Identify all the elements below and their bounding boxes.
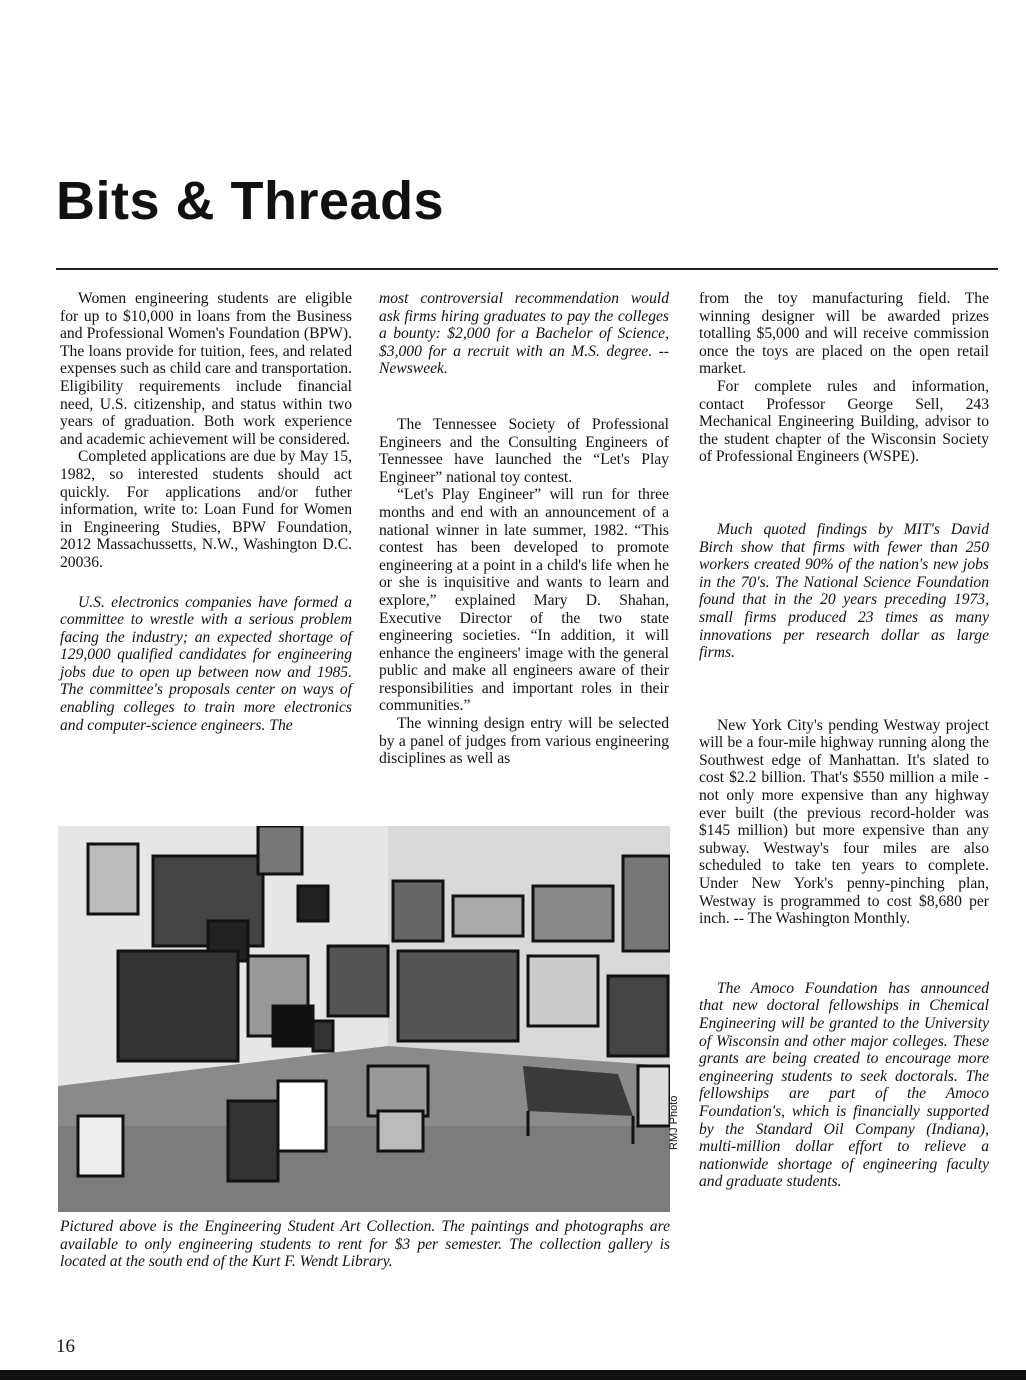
column-2 bbox=[379, 290, 669, 768]
bpw-applications-paragraph: Completed applications are due by May 15, 1982, so interested students should act quickly. For applications and/or futher information, write to: Loan Fund for Women in Engineering Studies, BPW Foundation, 2012 Massachussetts, N.W., Washington D.C. 20036. bbox=[60, 448, 352, 571]
title-rule bbox=[56, 268, 998, 270]
photo-caption: Pictured above is the Engineering Student Art Collection. The paintings and photographs are available to only engineering students to rent for $3 per semester. The collection gallery is located at the south end of the Kurt F. Wendt Library. bbox=[60, 1218, 670, 1271]
bpw-loans-paragraph: Women engineering students are eligible for up to $10,000 in loans from the Business and Professional Women's Foundation (BPW). The loans provide for tuition, fees, and related expenses such as child care and transportation. Eligibility requirements include financial need, U.S. citizenship, and status within two years of graduation. Both work experience and academic achievement will be considered. bbox=[60, 290, 352, 448]
amoco-fellowships-paragraph: The Amoco Foundation has announced that new doctoral fellowships in Chemical Engineering will be granted to the University of Wisconsin and other major colleges. These grants are being created to encourage more engineering students to seek doctorals. The fellowships are part of the Amoco Foundation's, which is financially supported by the Standard Oil Company (Indiana), multi-million dollar effort to relieve a nationwide shortage of engineering faculty and graduate students. bbox=[699, 979, 989, 1191]
bottom-border bbox=[0, 1370, 1026, 1380]
westway-paragraph: New York City's pending Westway project will be a four-mile highway running along the Southwest edge of Manhattan. It's slated to cost $2.2 billion. That's $550 million a mile - not only more expensive than any highway ever built (the previous record-holder was $145 million) but more expensive than any subway. Westway's four miles are also scheduled to take ten years to complete. Under New York's penny-pinching plan, Westway is programmed to cost $8,680 per inch. -- The Washington Monthly. bbox=[699, 716, 989, 928]
page-title: Bits & Threads bbox=[56, 171, 445, 231]
toy-contest-details-paragraph: “Let's Play Engineer” will run for three months and end with an announcement of a national winner in late summer, 1982. “This contest has been developed to promote engineering at a point in a child's life when he or she is inquisitive and wants to learn and explore,” explained Mary D. Shahan, Executive Director of the two state engineering societies. “In addition, it will enhance the engineers' image with the general public and make all engineers aware of their responsibilities and important roles in their communities.” bbox=[379, 486, 669, 715]
toy-contest-contact-paragraph: For complete rules and information, contact Professor George Sell, 243 Mechanical Engineering Building, advisor to the student chapter of the Wisconsin Society of Professional Engineers (WSPE). bbox=[699, 377, 989, 466]
photo-credit: RMJ Photo bbox=[668, 1095, 680, 1150]
newsweek-quote-paragraph: most controversial recommendation would ask firms hiring graduates to pay the colleges a bounty: $2,000 for a Bachelor of Science, $3,000 for a recruit with an M.S. degree. -- Newsweek. bbox=[379, 290, 669, 378]
electronics-shortage-paragraph: U.S. electronics companies have formed a committee to wrestle with a serious problem facing the industry; an expected shortage of 129,000 qualified candidates for engineering jobs due to open up between now and 1985. The committee's proposals center on ways of enabling colleges to train more electronics and computer-science engineers. The bbox=[60, 593, 352, 734]
art-gallery-photo bbox=[58, 826, 670, 1212]
column-1 bbox=[60, 290, 352, 734]
toy-contest-intro-paragraph: The Tennessee Society of Professional Engineers and the Consulting Engineers of Tennessee have launched the “Let's Play Engineer” national toy contest. bbox=[379, 415, 669, 486]
toy-contest-judges-paragraph: The winning design entry will be selected by a panel of judges from various engineering disciplines as well as bbox=[379, 715, 669, 768]
toy-contest-prizes-paragraph: from the toy manufacturing field. The winning designer will be awarded prizes totalling $5,000 and will receive commission once the toys are placed on the open retail market. bbox=[699, 290, 989, 378]
page-number: 16 bbox=[56, 1336, 75, 1357]
column-3 bbox=[699, 290, 989, 1191]
small-firms-paragraph: Much quoted findings by MIT's David Birch show that firms with fewer than 250 workers created 90% of the nation's new jobs in the 70's. The National Science Foundation found that in the 20 years preceding 1973, small firms produced 23 times as many innovations per research dollar as large firms. bbox=[699, 520, 989, 662]
